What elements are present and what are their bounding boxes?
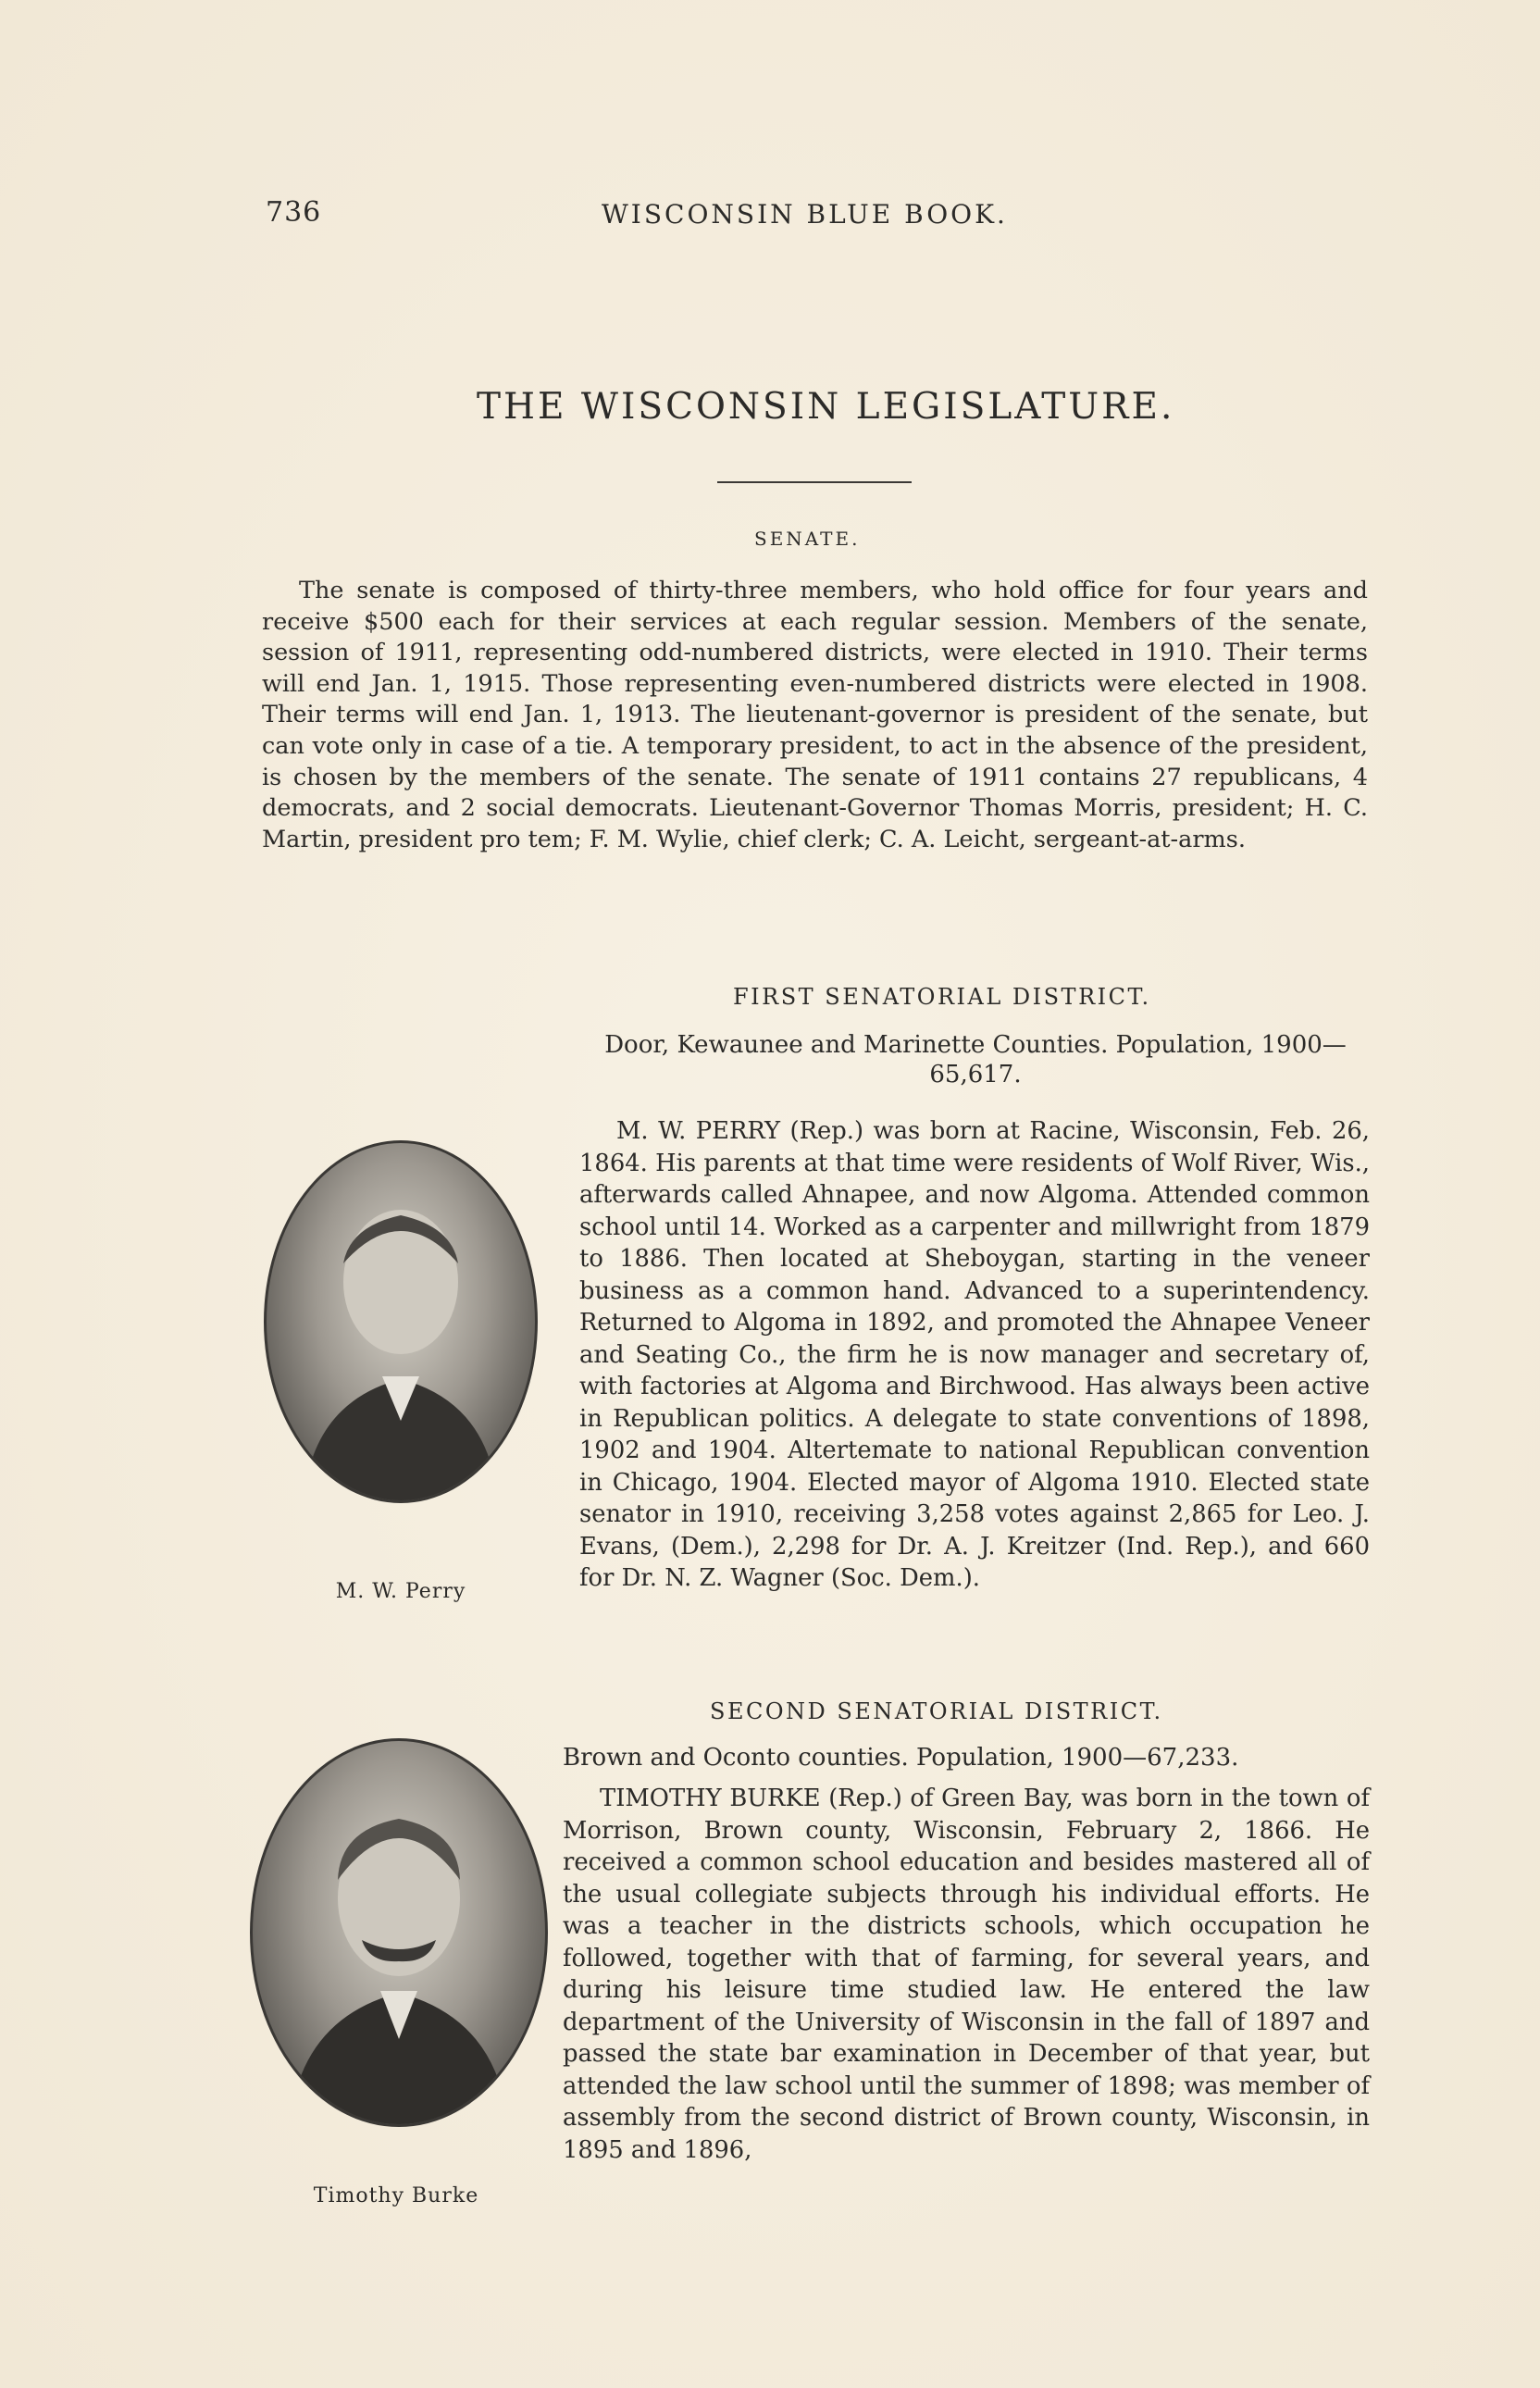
- portrait-silhouette-icon: [253, 1741, 545, 2124]
- bio-perry: M. W. PERRY (Rep.) was born at Racine, Wisconsin, Feb. 26, 1864. His parents at that time were residents of Wolf River, Wis., afterwards called Ahnapee, and now Algoma. Attended common school until 14. Worked as a carpenter and millwright from 1879 to 1886. Then located at Sheboygan, starting in the veneer business as a common hand. Advanced to a superintendency. Returned to Algoma in 1892, and promoted the Ahnapee Veneer and Seating Co., the firm he is now manager and secretary of, with factories at Algoma and Birchwood. Has always been active in Republican politics. A delegate to state conventions of 1898, 1902 and 1904. Altertemate to national Republican convention in Chicago, 1904. Elected mayor of Algoma 1910. Elected state senator in 1910, receiving 3,258 votes against 2,865 for Leo. J. Evans, (Dem.), 2,298 for Dr. A. J. Kreitzer (Ind. Rep.), and 660 for Dr. N. Z. Wagner (Soc. Dem.).: [579, 1117, 1370, 1592]
- senate-heading: SENATE.: [754, 528, 861, 550]
- page-title: THE WISCONSIN LEGISLATURE.: [477, 386, 1175, 428]
- portrait-silhouette-icon: [267, 1143, 535, 1500]
- first-district-counties: Door, Kewaunee and Marinette Counties. Population, 1900—65,617.: [604, 1031, 1347, 1088]
- bio-burke: TIMOTHY BURKE (Rep.) of Green Bay, was born in the town of Morrison, Brown county, Wisconsin, February 2, 1866. He received a common school education and besides mastered all of the usual collegiate subjects through his individual efforts. He was a teacher in the districts schools, which occupation he followed, together with that of farming, for several years, and during his leisure time studied law. He entered the law department of the University of Wisconsin in the fall of 1897 and passed the state bar examination in December of that year, but attended the law school until the summer of 1898; was member of assembly from the second district of Brown county, Wisconsin, in 1895 and 1896,: [563, 1785, 1370, 2164]
- portrait-perry: [264, 1140, 538, 1503]
- first-district-heading: FIRST SENATORIAL DISTRICT.: [733, 984, 1151, 1010]
- portrait-caption-burke: Timothy Burke: [313, 2184, 479, 2208]
- running-title: WISCONSIN BLUE BOOK.: [602, 199, 1008, 230]
- second-district-heading: SECOND SENATORIAL DISTRICT.: [710, 1698, 1163, 1724]
- portrait-caption-perry: M. W. Perry: [335, 1580, 466, 1603]
- portrait-burke: [250, 1738, 548, 2127]
- page-number: 736: [266, 196, 322, 229]
- second-district-counties: Brown and Oconto counties. Population, 1900—67,233.: [563, 1744, 1239, 1772]
- senate-intro-paragraph: The senate is composed of thirty-three members, who hold office for four years and receive $500 each for their services at each regular session. Members of the senate, session of 1911, representing odd-numbered districts, were elected in 1910. Their terms will end Jan. 1, 1915. Those representing even-numbered districts were elected in 1908. Their terms will end Jan. 1, 1913. The lieutenant-governor is president of the senate, but can vote only in case of a tie. A temporary president, to act in the absence of the president, is chosen by the members of the senate. The senate of 1911 contains 27 republicans, 4 democrats, and 2 social democrats. Lieutenant-Governor Thomas Morris, president; H. C. Martin, president pro tem; F. M. Wylie, chief clerk; C. A. Leicht, sergeant-at-arms.: [262, 577, 1368, 853]
- title-divider: [717, 481, 912, 483]
